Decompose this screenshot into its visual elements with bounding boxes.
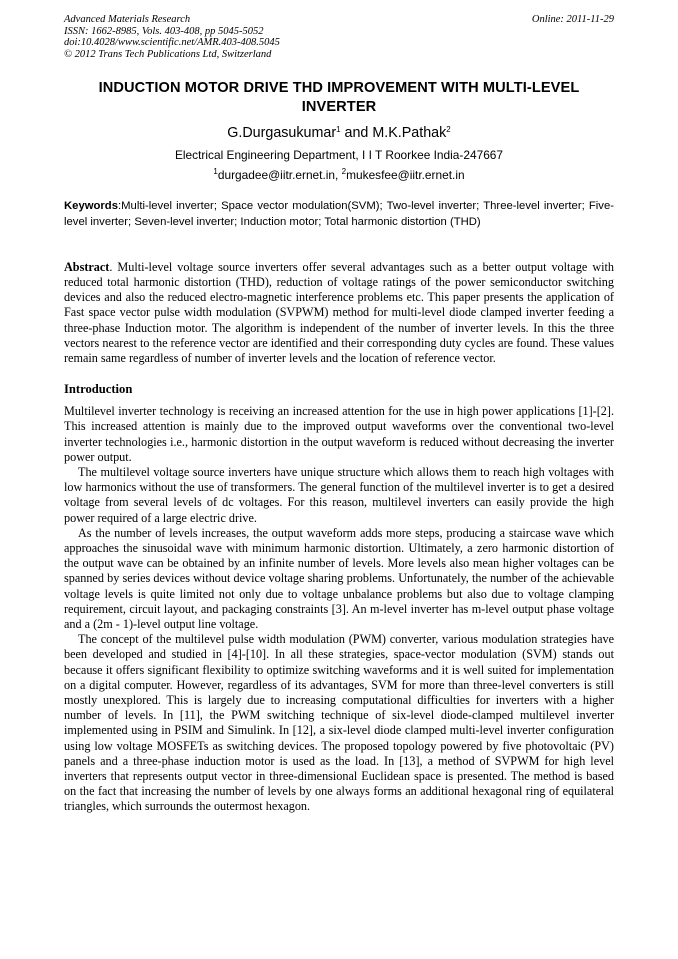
email-1-mark: 1: [213, 167, 218, 177]
author-1-affil-mark: 1: [336, 125, 341, 135]
abstract-block: [64, 260, 614, 366]
author-conjunction: and: [340, 125, 373, 142]
email-1: durgadee@iitr.ernet.in,: [217, 168, 339, 183]
paper-title: INDUCTION MOTOR DRIVE THD IMPROVEMENT WITH MULTI-LEVEL INVERTER: [98, 80, 580, 116]
abstract-text: . Multi-level voltage source inverters offer several advantages such as a better output voltage with reduced total harmonic distortion (THD), reduction of voltage ratings of the power semiconductor switching devices and also the reduced electro-magnetic interference problems etc. This paper presents the application of Fast space vector pulse width modulation (SVPWM) method for multi-level diode clamped inverter feeding a three-phase Induction motor. The algorithm is independent of the number of inverter levels. In this the three vectors nearest to the reference vector are identified and their corresponding duty cycles are found. These values remain same regardless of number of inverter levels and the location of reference vector.: [64, 259, 614, 365]
introduction-body: [64, 404, 614, 814]
journal-name: Advanced Materials Research: [64, 14, 191, 25]
email-line: [64, 168, 614, 183]
intro-paragraph-4: The concept of the multilevel pulse width modulation (PWM) converter, various modulation strategies have been developed and studied in [4]-[10]. In all these strategies, space-vector modulation (SVM) stands out because it offers significant flexibility to optimize switching waveforms and it is well suited for implementation on a digital computer. However, regardless of its advantages, SVM for more than three-level converters is still mostly unexplored. This is largely due to increasing computational difficulties for inverters with a higher number of levels. In [11], the PWM switching technique of six-level diode-clamped multilevel inverter implemented using in PSIM and Simulink. In [12], a six-level diode clamped multi-level inverter configuration using low voltage MOSFETs as switching devices. The proposed topology powered by five photovoltaic (PV) panels and a three-phase induction motor is used as the load. In [13], a method of SVPWM for high level inverters that represents output vector in three-dimensional Euclidean space is presented. The method is based on the fact that increasing the number of levels by one always forms an additional hexagonal ring of equilateral triangles, which surrounds the outermost hexagon.: [64, 632, 614, 814]
online-date: Online: 2011-11-29: [531, 14, 614, 25]
intro-paragraph-1: Multilevel inverter technology is receiving an increased attention for the use in high power applications [1]-[2]. This increased attention is mainly due to the improved output waveforms over the conventional two-level inverter technologies i.e., harmonic distortion in the output waveform is reduced without decreasing the inverter power output.: [64, 404, 614, 464]
email-2: mukesfee@iitr.ernet.in: [346, 168, 465, 183]
email-2-mark: 2: [341, 167, 347, 177]
doi-line: doi:10.4028/www.scientific.net/AMR.403-408.5045: [64, 37, 280, 49]
author-2-affil-mark: 2: [446, 125, 451, 135]
copyright-line: © 2012 Trans Tech Publications Ltd, Switzerland: [64, 48, 272, 60]
keywords-block: [64, 199, 614, 229]
section-heading-introduction: Introduction: [64, 382, 133, 397]
affiliation: Electrical Engineering Department, I I T Roorkee India-247667: [174, 148, 504, 163]
author-2: M.K.Pathak: [372, 125, 447, 142]
keywords-label: Keywords: [64, 200, 118, 213]
issn-line: ISSN: 1662-8985, Vols. 403-408, pp 5045-5052: [64, 25, 264, 37]
abstract-label: Abstract: [64, 259, 110, 274]
keywords-text: :Multi-level inverter; Space vector modulation(SVM); Two-level inverter; Three-level inverter; Five-level inverter; Seven-level inverter; Induction motor; Total harmonic distortion (THD): [64, 200, 614, 228]
intro-paragraph-2: The multilevel voltage source inverters have unique structure which allows them to reach high voltages with low harmonics without the use of transformers. The general function of the multilevel inverter is to get a desired voltage from several levels of dc voltages. For this reason, multilevel inverters can easily provide the high power required of a large electric drive.: [64, 465, 614, 525]
author-line: [64, 124, 614, 142]
author-1: G.Durgasukumar: [227, 125, 337, 142]
journal-header: [64, 14, 614, 60]
intro-paragraph-3: As the number of levels increases, the output waveform adds more steps, producing a staircase wave which approaches the sinusoidal wave with minimum harmonic distortion. Ultimately, a zero harmonic distortion of the output wave can be obtained by an infinite number of levels. More levels also mean higher voltages can be spanned by series devices without device voltage sharing problems. Unfortunately, the number of the achievable voltage levels is quite limited not only due to voltage unbalance problems but also due to voltage clamping requirement, circuit layout, and packaging constraints [3]. An m-level inverter has m-level output phase voltage and a (2m - 1)-level output line voltage.: [64, 525, 614, 632]
